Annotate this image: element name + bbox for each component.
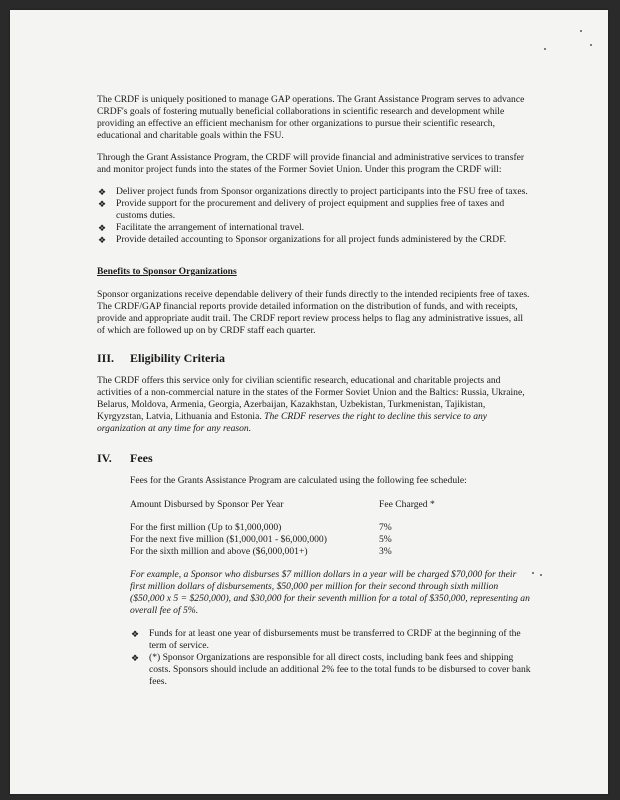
fees-body	[130, 475, 532, 688]
list-item: ❖ (*) Sponsor Organizations are responsible for all direct costs, including bank fees and shipping costs. Sponsors should include an additional 2% fee to the total funds to be disbursed to cover bank fees.	[131, 652, 531, 687]
list-item: ❖ Facilitate the arrangement of international travel.	[98, 222, 305, 233]
fee-table-row: For the sixth million and above ($6,000,001+) 3%	[130, 546, 392, 557]
paper-speck	[544, 48, 546, 50]
document-page	[10, 10, 608, 794]
program-paragraph: Through the Grant Assistance Program, the CRDF will provide financial and administrative services to transfer and monitor project funds into the states of the Former Soviet Union. Under this program the CRDF will:	[97, 152, 525, 175]
column-header-fee: Fee Charged *	[379, 499, 435, 510]
diamond-bullet-icon: ❖	[98, 187, 107, 197]
column-header-amount: Amount Disbursed by Sponsor Per Year	[130, 499, 284, 510]
section-heading-fees	[97, 451, 532, 465]
section-title: Eligibility Criteria	[130, 351, 225, 365]
eligibility-disclaimer: The CRDF reserves the right to decline this service to any organization at any time for any reason.	[97, 411, 488, 434]
section-heading-eligibility	[97, 351, 532, 365]
paper-speck	[590, 44, 592, 46]
fee-example: For example, a Sponsor who disburses $7 million dollars in a year will be charged $70,000 for their first million dollars of disbursements, $50,000 per million for their second through sixth million ($50,000 x 5 = $250,000), and $30,000 for their seventh million for a total of $350,000, representing an overall fee of 5%.	[130, 569, 530, 616]
section-number: IV.	[97, 451, 112, 465]
list-item: ❖ Funds for at least one year of disbursements must be transferred to CRDF at the beginning of the term of service.	[131, 628, 521, 651]
diamond-bullet-icon: ❖	[98, 223, 107, 233]
diamond-bullet-icon: ❖	[98, 235, 107, 245]
list-item: ❖ Deliver project funds from Sponsor organizations directly to project participants into the FSU free of taxes.	[98, 186, 528, 197]
paper-speck	[540, 574, 542, 576]
paper-speck	[532, 572, 534, 574]
services-list	[97, 186, 532, 246]
fee-table-header	[130, 499, 532, 511]
benefits-paragraph: Sponsor organizations receive dependable delivery of their funds directly to the intended recipients free of taxes. The CRDF/GAP financial reports provide detailed information on the distribution of funds, and with receipts, provide and appropriate audit trail. The CRDF report review process helps to flag any administrative issues, all of which are followed up on by CRDF staff each quarter.	[97, 289, 530, 336]
list-item: ❖ Provide support for the procurement and delivery of project equipment and supplies free of taxes and customs duties.	[98, 198, 505, 221]
list-item: ❖ Provide detailed accounting to Sponsor organizations for all project funds administered by the CRDF.	[98, 234, 507, 245]
fee-table-row: For the first million (Up to $1,000,000) 7%	[130, 522, 392, 533]
diamond-bullet-icon: ❖	[131, 653, 140, 663]
fee-table-row: For the next five million ($1,000,001 - $6,000,000) 5%	[130, 534, 392, 545]
fees-intro: Fees for the Grants Assistance Program are calculated using the following fee schedule:	[130, 475, 467, 486]
fees-notes-list	[130, 628, 532, 688]
section-title: Fees	[130, 451, 153, 465]
intro-paragraph: The CRDF is uniquely positioned to manage GAP operations. The Grant Assistance Program serves to advance CRDF's goals of fostering mutually beneficial collaborations in scientific research and development while providing an effective an efficient mechanism for other organizations to pursue their scientific research, educational and charitable goals within the FSU.	[97, 94, 525, 141]
benefits-heading: Benefits to Sponsor Organizations	[97, 266, 237, 277]
section-number: III.	[97, 351, 115, 365]
diamond-bullet-icon: ❖	[131, 629, 140, 639]
diamond-bullet-icon: ❖	[98, 199, 107, 209]
paper-speck	[580, 30, 582, 32]
eligibility-paragraph: The CRDF offers this service only for civilian scientific research, educational and charitable projects and activities of a non-commercial nature in the states of the Former Soviet Union and the Baltics: Russia, Ukraine, Belarus, Moldova, Armenia, Georgia, Azerbaijan, Kazakhstan, Uzbekistan, Turkmenistan, Tajikistan, Kyrgyzstan, Latvia, Lithuania and Estonia. The CRDF reserves the right to decline this service to any organization at any time for any reason.	[97, 375, 525, 434]
document-content	[97, 94, 532, 688]
